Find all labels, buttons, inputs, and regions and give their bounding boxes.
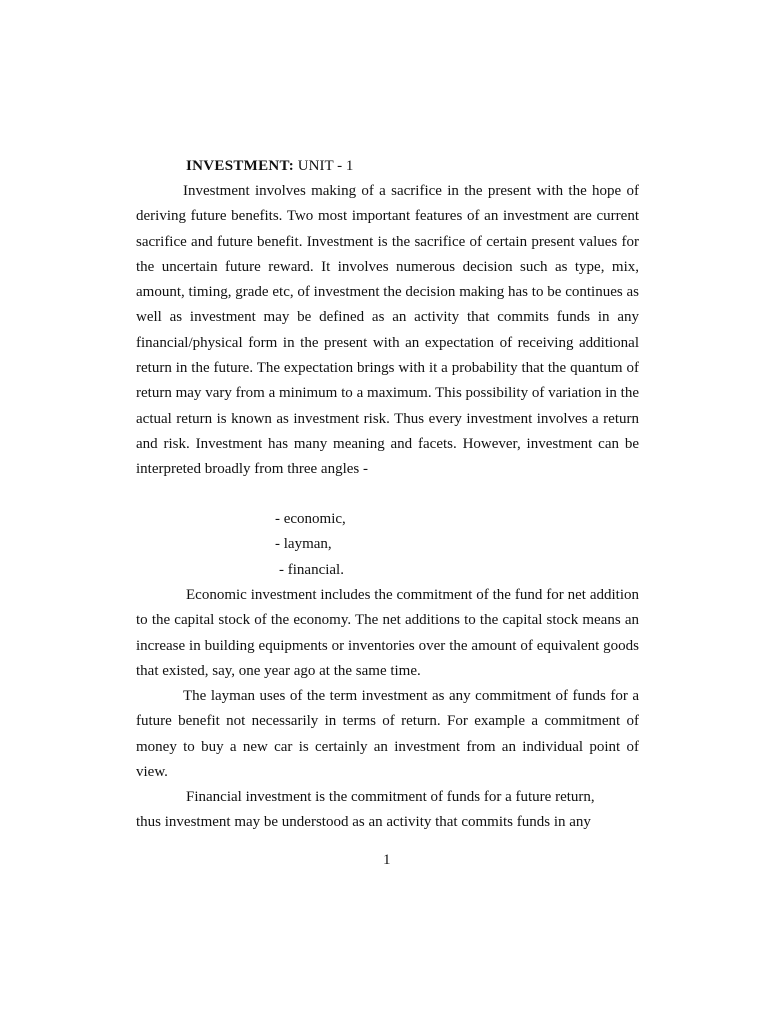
page-title: [186, 156, 353, 176]
angle-item: - financial.: [279, 561, 344, 578]
angle-item: - economic,: [275, 511, 346, 527]
economic-paragraph: Economic investment includes the commitment of the fund for net addition to the capital stock of the economy. The net additions to the capital stock means an increase in building equipments or inventories over the amount of equivalent goods that existed, say, one year ago at the same time.: [136, 587, 639, 679]
title-bold: INVESTMENT:: [186, 158, 295, 174]
intro-paragraph: Investment involves making of a sacrifice in the present with the hope of deriving future benefits. Two most important features of an investment are current sacrifice and future benefit. Investment is the sacrifice of certain present values for the uncertain future reward. It involves numerous decision such as type, mix, amount, timing, grade etc, of investment the decision making has to be continues as well as investment may be defined as an activity that commits funds in any financial/physical form in the present with an expectation of receiving additional return in the future. The expectation brings with it a probability that the quantum of return may vary from a minimum to a maximum. This possibility of variation in the actual return is known as investment risk. Thus every investment involves a return and risk. Investment has many meaning and facets. However, investment can be interpreted broadly from three angles -: [136, 183, 639, 478]
layman-paragraph: The layman uses of the term investment as any commitment of funds for a future benefit not necessarily in terms of return. For example a commitment of money to buy a new car is certainly an investment from an individual point of view.: [136, 688, 639, 780]
financial-paragraph-line1: Financial investment is the commitment of funds for a future return,: [186, 789, 595, 805]
angles-list: [275, 507, 346, 583]
angle-item: - layman,: [275, 536, 332, 553]
page-number: 1: [383, 852, 391, 868]
title-unit: UNIT - 1: [294, 158, 354, 174]
financial-paragraph-line2: thus investment may be understood as an activity that commits funds in any: [136, 814, 591, 830]
